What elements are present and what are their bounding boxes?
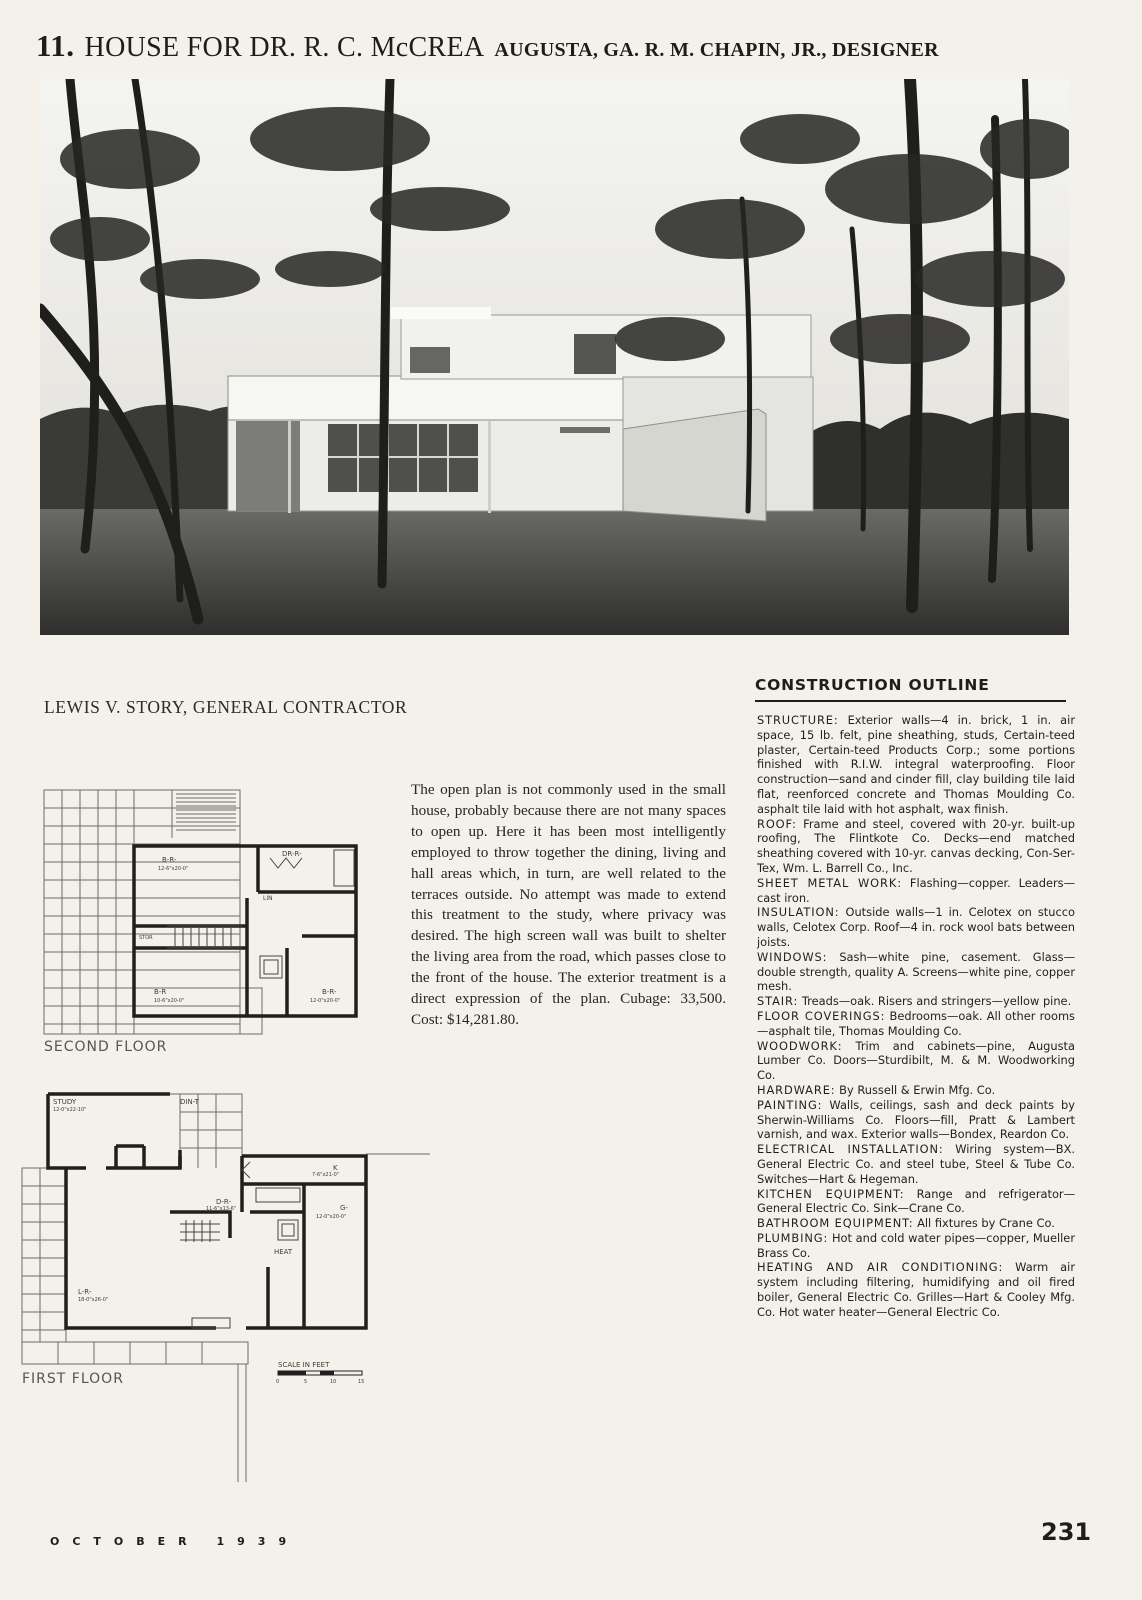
scale-bar [278, 1371, 362, 1375]
outline-key: BATHROOM EQUIPMENT: [757, 1216, 914, 1231]
scale-tick-15: 15 [358, 1379, 365, 1385]
outline-key: PAINTING: [757, 1097, 823, 1112]
outline-key: SHEET METAL WORK: [757, 875, 902, 890]
room-label-bedroom-1: B-R- [162, 856, 177, 864]
outline-key: KITCHEN EQUIPMENT: [757, 1186, 905, 1201]
room-dims-garage: 12-0"x20-0" [316, 1214, 347, 1220]
outline-item [757, 1260, 1075, 1319]
room-label-garage: G- [340, 1204, 348, 1212]
room-dims-bedroom-2: 10-6"x20-0" [154, 998, 185, 1004]
outline-text: Walls, ceilings, sash and deck paints by Sherwin-Williams Co. Floors—fill, Pratt & Lambert varnish, and wax. Exterior walls—Bondex, Reardon Co. [757, 1097, 1075, 1142]
outline-text: Frame and steel, covered with 20-yr. built-up roofing, The Flintkote Co. Decks—end matched sheathing covered with 10-yr. canvas decking, Con-Ser-Tex, Wm. L. Barrell Co., Inc. [757, 816, 1076, 875]
outline-key: WINDOWS: [757, 949, 828, 964]
outline-item [757, 1039, 1075, 1083]
outline-item [757, 713, 1075, 817]
room-dims-kitchen: 7-6"x21-0" [312, 1172, 340, 1178]
outline-text: Trim and cabinets—pine, Augusta Lumber Co. Doors—Sturdibilt, M. & M. Woodworking Co. [757, 1038, 1076, 1083]
first-floor-plan [20, 1092, 435, 1482]
outline-key: ELECTRICAL INSTALLATION: [757, 1142, 944, 1157]
scale-tick-0: 0 [276, 1379, 280, 1385]
outline-key: WOODWORK: [757, 1038, 843, 1053]
room-label-kitchen: K [333, 1164, 338, 1172]
outline-key: STRUCTURE: [757, 713, 839, 727]
outline-key: HEATING AND AIR CONDITIONING: [757, 1260, 1004, 1275]
outline-item [757, 1231, 1075, 1261]
article-description: The open plan is not commonly used in the small house, probably because there are not many spaces to open up. Here it has been most intelligently employed to throw together the dining, living and hall areas which, in turn, are well related to the terraces outside. No attempt was made to extend this treatment to the study, where privacy was desired. The high screen wall was built to shelter the living area from the road, which passes close to the front of the house. The exterior treatment is a direct expression of the plan. Cubage: 33,500. Cost: $14,281.80. [411, 781, 726, 1028]
outline-text: All fixtures by Crane Co. [917, 1216, 1055, 1231]
room-dims-living-room: 18-0"x26-0" [78, 1297, 109, 1303]
article-subtitle: AUGUSTA, GA. R. M. CHAPIN, JR., DESIGNER [494, 39, 939, 61]
outline-key: INSULATION: [757, 905, 840, 920]
page-title [36, 30, 1116, 62]
outline-item [757, 1216, 1075, 1231]
outline-item [757, 950, 1075, 994]
room-label-storage: STOR [139, 935, 153, 941]
article-title: HOUSE FOR DR. R. C. McCREA [84, 32, 485, 63]
outline-item [757, 1098, 1075, 1142]
outline-item [757, 817, 1075, 876]
first-floor-label: FIRST FLOOR [22, 1371, 124, 1387]
room-label-study: STUDY [53, 1098, 77, 1106]
room-label-bedroom-2: B-R [154, 988, 167, 996]
outline-text: Exterior walls—4 in. brick, 1 in. air space, 15 lb. felt, pine sheathing, studs, Certain-teed plaster, Certain-teed Products Corp.; some portions finished with R.I.W. integral waterproofing. Floor construction—sand and cinder fill, clay building tile laid flat, reenforced concrete and Thomas Moulding Co. asphalt tile laid with hot asphalt, wax finish. [757, 713, 1075, 816]
room-label-bedroom-3: B-R- [322, 988, 337, 996]
second-floor-label: SECOND FLOOR [44, 1039, 168, 1055]
outline-item [757, 994, 1075, 1009]
general-contractor: LEWIS V. STORY, GENERAL CONTRACTOR [44, 697, 408, 717]
room-label-dining-room: D-R- [216, 1198, 232, 1206]
outline-item [757, 1187, 1075, 1217]
outline-text: Range and refrigerator—General Electric Co. Sink—Crane Co. [757, 1186, 1075, 1216]
house-photograph [40, 79, 1069, 635]
outline-text: Sash—white pine, casement. Glass—double strength, quality A. Screens—white pine, copper mesh. [757, 949, 1075, 994]
article-number: 11. [36, 28, 75, 63]
outline-key: STAIR: [757, 994, 799, 1009]
construction-outline-heading: CONSTRUCTION OUTLINE [755, 676, 1066, 702]
room-label-dinette: DIN-T [180, 1098, 199, 1106]
room-label-heater: HEAT [274, 1248, 293, 1256]
outline-text: Warm air system including filtering, humidifying and oil fired boiler, General Electric Co. Grilles—Hart & Cooley Mfg. Co. Hot water heater—General Electric Co. [757, 1260, 1076, 1319]
outline-item [757, 905, 1075, 949]
outline-text: Bedrooms—oak. All other rooms—asphalt tile, Thomas Moulding Co. [757, 1008, 1075, 1038]
outline-key: PLUMBING: [757, 1230, 829, 1245]
room-dims-bedroom-3: 12-0"x20-0" [310, 998, 341, 1004]
room-dims-bedroom-1: 12-6"x20-0" [158, 866, 189, 872]
scale-tick-5: 5 [304, 1379, 308, 1385]
page-number: 231 [1041, 1518, 1092, 1546]
outline-text: Treads—oak. Risers and stringers—yellow pine. [801, 994, 1072, 1009]
outline-item [757, 876, 1075, 906]
room-dims-study: 12-0"x22-10" [53, 1107, 87, 1113]
outline-text: By Russell & Erwin Mfg. Co. [839, 1082, 996, 1097]
outline-text: Outside walls—1 in. Celotex on stucco walls, Celotex Corp. Roof—4 in. rock wool bats between joists. [757, 905, 1075, 949]
outline-key: ROOF: [757, 816, 797, 831]
room-label-dressing-room: DR-R- [282, 850, 302, 858]
room-label-living-room: L-R- [78, 1288, 92, 1296]
outline-text: Wiring system—BX. General Electric Co. and steel tube, Steel & Tube Co. Switches—Hart & Hegeman. [757, 1142, 1076, 1186]
scale-label: SCALE IN FEET [278, 1361, 330, 1369]
room-dims-dining-room: 11-6"x13-6" [206, 1206, 237, 1212]
outline-item [757, 1009, 1075, 1039]
outline-text: Flashing—copper. Leaders—cast iron. [757, 875, 1075, 905]
outline-item [757, 1142, 1075, 1186]
outline-text: Hot and cold water pipes—copper, Mueller Brass Co. [757, 1230, 1076, 1260]
house-photo-illustration [40, 79, 1069, 635]
outline-item [757, 1083, 1075, 1098]
room-label-linen: LIN [263, 895, 273, 902]
construction-outline-list [757, 713, 1075, 1320]
outline-key: HARDWARE: [757, 1082, 836, 1097]
outline-key: FLOOR COVERINGS: [757, 1008, 886, 1023]
scale-tick-10: 10 [330, 1379, 337, 1385]
second-floor-plan [42, 788, 367, 1038]
issue-date: OCTOBER 1939 [50, 1535, 300, 1548]
